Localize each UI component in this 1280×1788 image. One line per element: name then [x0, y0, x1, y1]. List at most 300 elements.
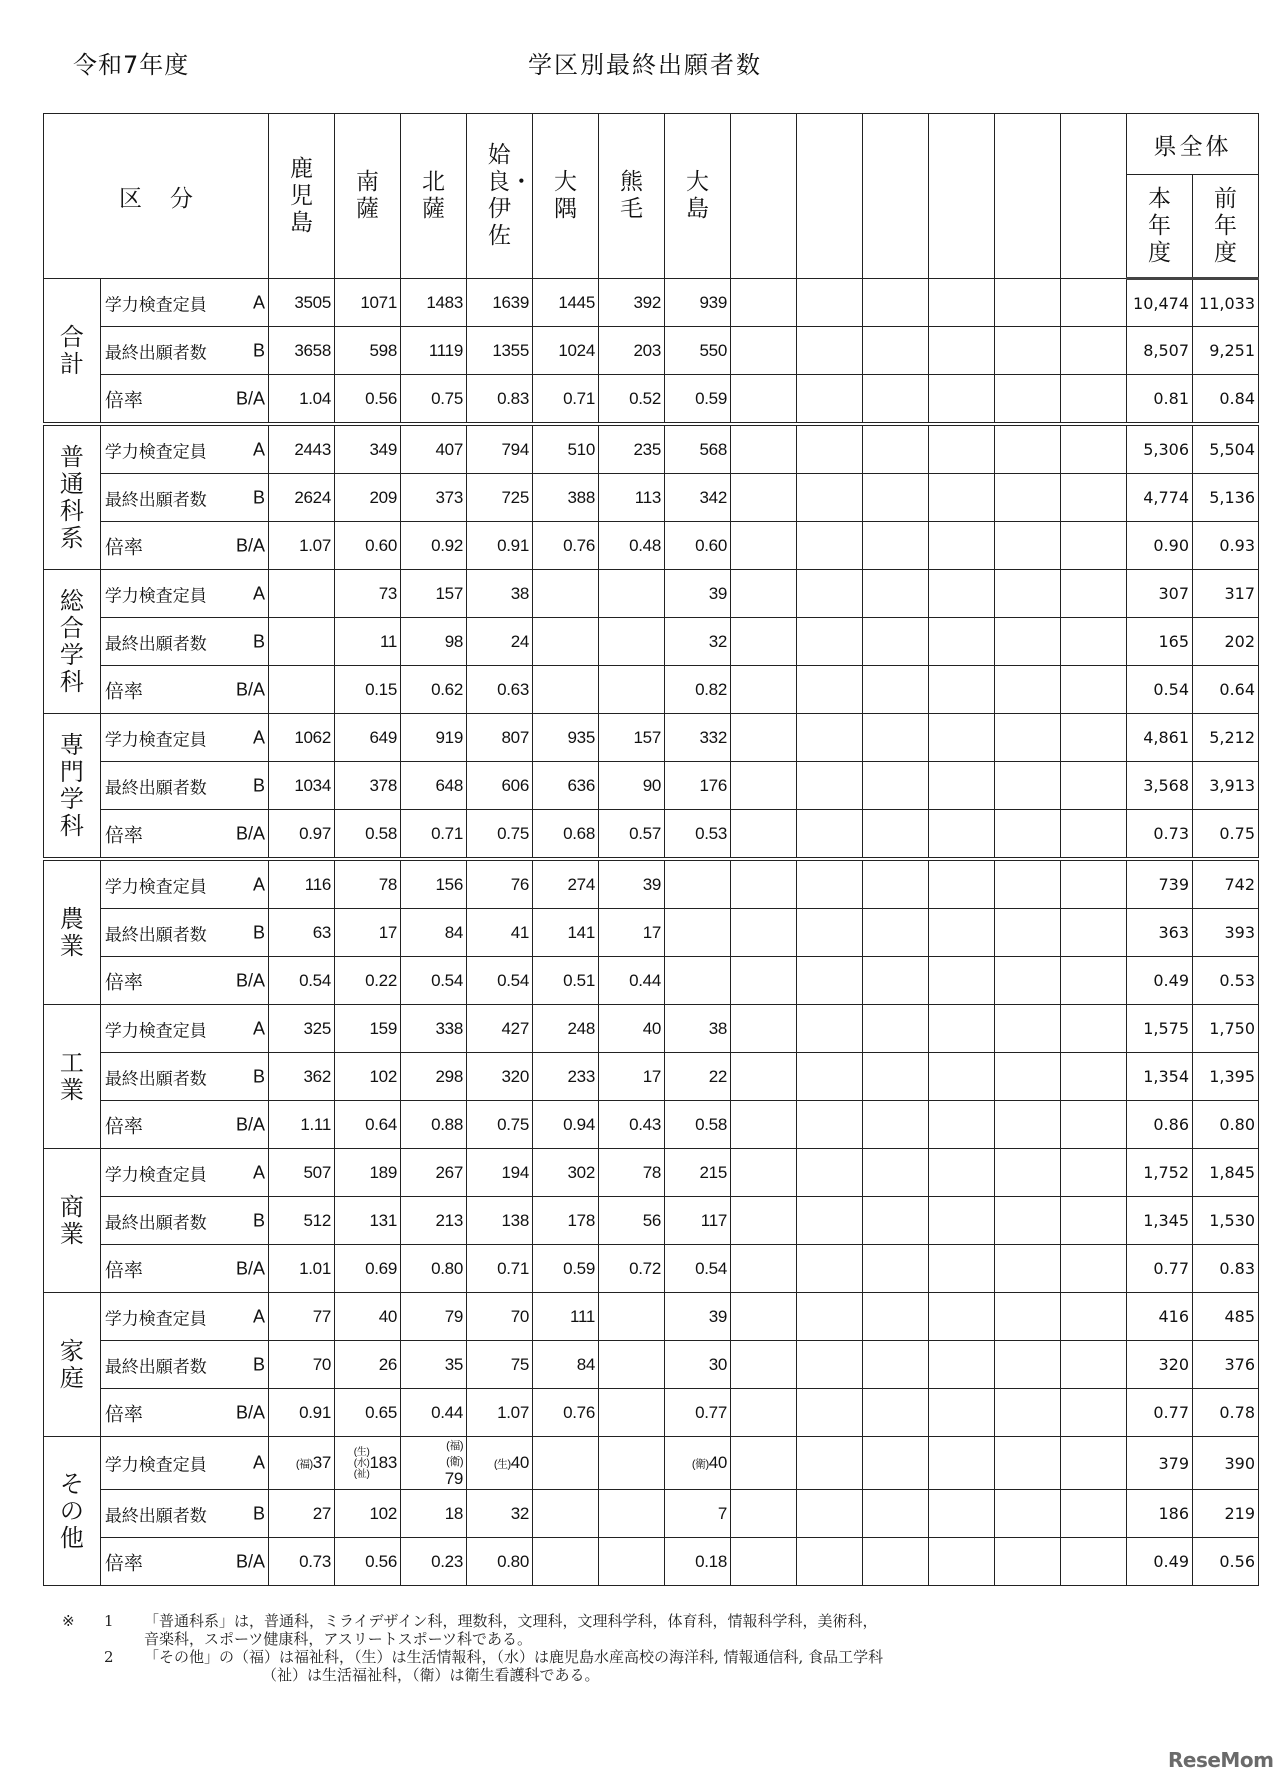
empty-cell	[929, 522, 995, 570]
empty-cell	[797, 1341, 863, 1389]
data-cell: (生)40	[467, 1437, 533, 1490]
empty-cell	[731, 1538, 797, 1586]
data-cell: 79	[401, 1293, 467, 1341]
empty-cell	[929, 1245, 995, 1293]
data-cell: 116	[269, 859, 335, 909]
data-cell	[533, 1490, 599, 1538]
data-cell	[599, 1538, 665, 1586]
empty-cell	[929, 714, 995, 762]
empty-cell	[731, 1293, 797, 1341]
row-label: 学力検査定員 A	[100, 1005, 268, 1053]
footnote-number: 1	[104, 1612, 114, 1630]
empty-cell	[1061, 666, 1127, 714]
empty-cell	[731, 1341, 797, 1389]
empty-cell	[863, 1437, 929, 1490]
data-cell: 0.91	[269, 1389, 335, 1437]
data-cell: 1.07	[269, 522, 335, 570]
data-cell: 427	[467, 1005, 533, 1053]
empty-cell	[731, 666, 797, 714]
empty-cell	[1061, 1005, 1127, 1053]
category-label: 工業	[44, 1005, 101, 1149]
total-prev-cell: 376	[1193, 1341, 1259, 1389]
empty-cell	[1061, 714, 1127, 762]
total-current-cell: 165	[1127, 618, 1193, 666]
data-cell: 0.71	[401, 810, 467, 860]
empty-cell	[995, 279, 1061, 327]
empty-cell	[929, 957, 995, 1005]
footnote-mark: ※	[62, 1612, 75, 1630]
total-current-cell: 0.77	[1127, 1245, 1193, 1293]
empty-cell	[1061, 909, 1127, 957]
footnotes	[62, 1612, 1044, 1684]
data-cell: 349	[335, 424, 401, 474]
empty-cell	[731, 810, 797, 860]
data-cell: 215	[665, 1149, 731, 1197]
data-cell: 1.04	[269, 375, 335, 425]
empty-cell	[797, 1053, 863, 1101]
table-row	[44, 1389, 1259, 1437]
empty-cell	[731, 714, 797, 762]
data-cell: 0.97	[269, 810, 335, 860]
data-cell: 0.75	[467, 1101, 533, 1149]
total-prev-cell: 317	[1193, 570, 1259, 618]
empty-cell	[863, 909, 929, 957]
data-cell: (福)37	[269, 1437, 335, 1490]
data-cell: (生) (水) (祉) 183	[335, 1437, 401, 1490]
data-cell: 213	[401, 1197, 467, 1245]
table-row	[44, 859, 1259, 909]
total-current-cell: 8,507	[1127, 327, 1193, 375]
data-cell: 1483	[401, 279, 467, 327]
data-cell: 807	[467, 714, 533, 762]
data-cell: 0.73	[269, 1538, 335, 1586]
total-prev-cell: 390	[1193, 1437, 1259, 1490]
empty-cell	[797, 424, 863, 474]
row-label: 倍率 B/A	[100, 666, 268, 714]
empty-cell	[929, 762, 995, 810]
total-current-cell: 4,861	[1127, 714, 1193, 762]
empty-cell	[1061, 327, 1127, 375]
row-label: 倍率 B/A	[100, 1245, 268, 1293]
empty-cell	[1061, 618, 1127, 666]
empty-cell	[929, 909, 995, 957]
data-cell: 0.75	[467, 810, 533, 860]
empty-cell	[731, 279, 797, 327]
data-cell: 111	[533, 1293, 599, 1341]
footnote-text: （祉）は生活福祉科，（衛）は衛生看護科である。	[262, 1666, 600, 1684]
data-cell: 70	[467, 1293, 533, 1341]
empty-cell	[929, 1437, 995, 1490]
empty-cell	[995, 618, 1061, 666]
total-current-cell: 5,306	[1127, 424, 1193, 474]
row-label: 最終出願者数 B	[100, 1341, 268, 1389]
data-cell: 138	[467, 1197, 533, 1245]
data-cell: 1024	[533, 327, 599, 375]
data-cell: 332	[665, 714, 731, 762]
row-label: 学力検査定員 A	[100, 859, 268, 909]
empty-cell	[929, 474, 995, 522]
empty-cell	[797, 279, 863, 327]
empty-cell	[995, 1101, 1061, 1149]
data-cell: 178	[533, 1197, 599, 1245]
empty-cell	[995, 1053, 1061, 1101]
empty-cell	[863, 1490, 929, 1538]
data-cell: 77	[269, 1293, 335, 1341]
table-row	[44, 1341, 1259, 1389]
empty-cell	[1061, 957, 1127, 1005]
header-region-osumi: 大隅	[533, 114, 599, 279]
total-current-cell: 0.54	[1127, 666, 1193, 714]
table-row	[44, 424, 1259, 474]
data-cell	[665, 957, 731, 1005]
header-empty	[1061, 114, 1127, 279]
data-cell	[269, 570, 335, 618]
data-cell: 507	[269, 1149, 335, 1197]
category-label: 総合学科	[44, 570, 101, 714]
total-current-cell: 416	[1127, 1293, 1193, 1341]
category-label: 普通科系	[44, 424, 101, 570]
data-cell: 0.82	[665, 666, 731, 714]
empty-cell	[731, 1005, 797, 1053]
data-cell: 550	[665, 327, 731, 375]
table-row	[44, 1293, 1259, 1341]
total-prev-cell: 11,033	[1193, 279, 1259, 327]
empty-cell	[929, 1053, 995, 1101]
total-prev-cell: 0.84	[1193, 375, 1259, 425]
data-cell: 63	[269, 909, 335, 957]
total-current-cell: 10,474	[1127, 279, 1193, 327]
empty-cell	[995, 522, 1061, 570]
data-cell: 0.52	[599, 375, 665, 425]
total-prev-cell: 1,530	[1193, 1197, 1259, 1245]
data-cell: 0.18	[665, 1538, 731, 1586]
header-current-year: 本年度	[1127, 175, 1193, 279]
empty-cell	[929, 279, 995, 327]
empty-cell	[1061, 1490, 1127, 1538]
empty-cell	[1061, 1437, 1127, 1490]
data-cell: 512	[269, 1197, 335, 1245]
empty-cell	[995, 1149, 1061, 1197]
empty-cell	[995, 424, 1061, 474]
table-row	[44, 666, 1259, 714]
table-row	[44, 570, 1259, 618]
row-label: 学力検査定員 A	[100, 1437, 268, 1490]
data-cell: 0.58	[665, 1101, 731, 1149]
total-prev-cell: 742	[1193, 859, 1259, 909]
row-label: 学力検査定員 A	[100, 1293, 268, 1341]
empty-cell	[731, 327, 797, 375]
empty-cell	[929, 424, 995, 474]
empty-cell	[863, 1293, 929, 1341]
empty-cell	[995, 1245, 1061, 1293]
table-row	[44, 957, 1259, 1005]
total-current-cell: 4,774	[1127, 474, 1193, 522]
table-row	[44, 1053, 1259, 1101]
data-cell: 0.54	[467, 957, 533, 1005]
data-cell: 267	[401, 1149, 467, 1197]
table-row	[44, 1538, 1259, 1586]
data-cell: 0.53	[665, 810, 731, 860]
empty-cell	[797, 618, 863, 666]
data-cell	[665, 859, 731, 909]
data-cell: 0.71	[533, 375, 599, 425]
data-cell: 2624	[269, 474, 335, 522]
empty-cell	[995, 1005, 1061, 1053]
empty-cell	[1061, 1149, 1127, 1197]
total-prev-cell: 1,845	[1193, 1149, 1259, 1197]
data-cell: 131	[335, 1197, 401, 1245]
table-row	[44, 762, 1259, 810]
data-cell	[599, 570, 665, 618]
empty-cell	[797, 1389, 863, 1437]
row-label: 倍率 B/A	[100, 1538, 268, 1586]
total-prev-cell: 5,212	[1193, 714, 1259, 762]
total-prev-cell: 5,504	[1193, 424, 1259, 474]
empty-cell	[995, 1341, 1061, 1389]
header-empty	[863, 114, 929, 279]
data-cell: 373	[401, 474, 467, 522]
total-current-cell: 186	[1127, 1490, 1193, 1538]
empty-cell	[929, 1005, 995, 1053]
data-cell: 0.63	[467, 666, 533, 714]
header-kubun: 区分	[44, 114, 269, 279]
empty-cell	[797, 1005, 863, 1053]
empty-cell	[731, 1053, 797, 1101]
data-cell: 194	[467, 1149, 533, 1197]
data-cell: 0.54	[401, 957, 467, 1005]
data-cell: 302	[533, 1149, 599, 1197]
row-label: 学力検査定員 A	[100, 279, 268, 327]
total-current-cell: 307	[1127, 570, 1193, 618]
row-label: 倍率 B/A	[100, 810, 268, 860]
data-cell: 0.76	[533, 522, 599, 570]
total-current-cell: 0.73	[1127, 810, 1193, 860]
resemom-logo: ReseMom	[1168, 1748, 1274, 1772]
data-cell: 38	[467, 570, 533, 618]
category-label: 家庭	[44, 1293, 101, 1437]
empty-cell	[797, 1293, 863, 1341]
applicants-table	[43, 113, 1259, 1586]
empty-cell	[995, 714, 1061, 762]
data-cell: 233	[533, 1053, 599, 1101]
footnote-text: 「普通科系」は，普通科，ミライデザイン科，理数科，文理科，文理科学科，体育科，情報科学科，美術科，	[144, 1612, 878, 1630]
data-cell: 102	[335, 1490, 401, 1538]
data-cell: 141	[533, 909, 599, 957]
data-cell: 0.69	[335, 1245, 401, 1293]
header-region-oshima: 大島	[665, 114, 731, 279]
empty-cell	[863, 570, 929, 618]
data-cell: 1062	[269, 714, 335, 762]
empty-cell	[797, 375, 863, 425]
empty-cell	[1061, 1538, 1127, 1586]
total-prev-cell: 3,913	[1193, 762, 1259, 810]
category-label: 合計	[44, 279, 101, 425]
data-cell	[599, 1341, 665, 1389]
empty-cell	[1061, 1053, 1127, 1101]
data-cell: 98	[401, 618, 467, 666]
total-prev-cell: 5,136	[1193, 474, 1259, 522]
data-cell: 0.44	[401, 1389, 467, 1437]
data-cell: 636	[533, 762, 599, 810]
data-cell: (福) (衛) 79	[401, 1437, 467, 1490]
data-cell: 0.80	[401, 1245, 467, 1293]
data-cell: 24	[467, 618, 533, 666]
data-cell: 41	[467, 909, 533, 957]
data-cell: 0.60	[335, 522, 401, 570]
empty-cell	[995, 1490, 1061, 1538]
data-cell: 32	[665, 618, 731, 666]
data-cell: 1.11	[269, 1101, 335, 1149]
data-cell: 22	[665, 1053, 731, 1101]
data-cell: 76	[467, 859, 533, 909]
empty-cell	[863, 1341, 929, 1389]
data-cell: 0.44	[599, 957, 665, 1005]
row-label: 学力検査定員 A	[100, 424, 268, 474]
empty-cell	[929, 1149, 995, 1197]
data-cell	[665, 909, 731, 957]
data-cell	[599, 1490, 665, 1538]
data-cell: 17	[599, 909, 665, 957]
total-prev-cell: 0.78	[1193, 1389, 1259, 1437]
data-cell: 1639	[467, 279, 533, 327]
empty-cell	[863, 762, 929, 810]
row-label: 最終出願者数 B	[100, 762, 268, 810]
data-cell: 156	[401, 859, 467, 909]
total-current-cell: 363	[1127, 909, 1193, 957]
total-prev-cell: 485	[1193, 1293, 1259, 1341]
data-cell: 70	[269, 1341, 335, 1389]
empty-cell	[797, 474, 863, 522]
data-cell: 325	[269, 1005, 335, 1053]
empty-cell	[1061, 1341, 1127, 1389]
data-cell: 235	[599, 424, 665, 474]
data-cell: 0.56	[335, 1538, 401, 1586]
data-cell: 102	[335, 1053, 401, 1101]
empty-cell	[797, 1538, 863, 1586]
data-cell: 0.65	[335, 1389, 401, 1437]
empty-cell	[1061, 762, 1127, 810]
data-cell: 0.54	[269, 957, 335, 1005]
data-cell: 0.68	[533, 810, 599, 860]
data-cell: (衛)40	[665, 1437, 731, 1490]
footnote-text: 「その他」の（福）は福祉科，（生）は生活情報科，（水）は鹿児島水産高校の海洋科, 情報通信科, 食品工学科	[144, 1648, 884, 1666]
empty-cell	[863, 1389, 929, 1437]
data-cell: 794	[467, 424, 533, 474]
data-cell: 117	[665, 1197, 731, 1245]
header-region-hokusatsu: 北薩	[401, 114, 467, 279]
row-label: 倍率 B/A	[100, 375, 268, 425]
data-cell: 378	[335, 762, 401, 810]
row-label: 最終出願者数 B	[100, 474, 268, 522]
data-cell: 1034	[269, 762, 335, 810]
empty-cell	[797, 714, 863, 762]
empty-cell	[1061, 810, 1127, 860]
data-cell: 73	[335, 570, 401, 618]
data-cell: 0.57	[599, 810, 665, 860]
empty-cell	[1061, 474, 1127, 522]
data-cell	[269, 618, 335, 666]
total-current-cell: 0.77	[1127, 1389, 1193, 1437]
total-current-cell: 0.90	[1127, 522, 1193, 570]
empty-cell	[797, 810, 863, 860]
data-cell: 362	[269, 1053, 335, 1101]
data-cell: 606	[467, 762, 533, 810]
data-cell: 159	[335, 1005, 401, 1053]
data-cell: 56	[599, 1197, 665, 1245]
table-row	[44, 714, 1259, 762]
row-label: 倍率 B/A	[100, 957, 268, 1005]
total-prev-cell: 219	[1193, 1490, 1259, 1538]
empty-cell	[797, 1197, 863, 1245]
data-cell: 78	[335, 859, 401, 909]
empty-cell	[1061, 1245, 1127, 1293]
empty-cell	[995, 1538, 1061, 1586]
empty-cell	[797, 1437, 863, 1490]
empty-cell	[929, 666, 995, 714]
data-cell: 0.76	[533, 1389, 599, 1437]
table-row	[44, 618, 1259, 666]
data-cell: 0.72	[599, 1245, 665, 1293]
empty-cell	[995, 375, 1061, 425]
data-cell: 84	[533, 1341, 599, 1389]
header-region-kagoshima: 鹿児島	[269, 114, 335, 279]
total-current-cell: 3,568	[1127, 762, 1193, 810]
data-cell: 0.56	[335, 375, 401, 425]
empty-cell	[929, 1101, 995, 1149]
empty-cell	[731, 1437, 797, 1490]
empty-cell	[929, 859, 995, 909]
data-cell: 0.91	[467, 522, 533, 570]
data-cell: 338	[401, 1005, 467, 1053]
empty-cell	[995, 570, 1061, 618]
data-cell: 0.59	[665, 375, 731, 425]
empty-cell	[731, 474, 797, 522]
data-cell: 0.15	[335, 666, 401, 714]
total-prev-cell: 1,750	[1193, 1005, 1259, 1053]
data-cell: 209	[335, 474, 401, 522]
header-region-nansatsu: 南薩	[335, 114, 401, 279]
data-cell: 35	[401, 1341, 467, 1389]
data-cell: 0.48	[599, 522, 665, 570]
empty-cell	[995, 859, 1061, 909]
category-label: 専門学科	[44, 714, 101, 860]
empty-cell	[929, 1389, 995, 1437]
data-cell: 40	[335, 1293, 401, 1341]
empty-cell	[929, 1197, 995, 1245]
empty-cell	[863, 424, 929, 474]
empty-cell	[1061, 424, 1127, 474]
total-current-cell: 1,354	[1127, 1053, 1193, 1101]
total-current-cell: 1,345	[1127, 1197, 1193, 1245]
header-pref-total: 県全体	[1127, 114, 1259, 175]
empty-cell	[731, 859, 797, 909]
data-cell: 75	[467, 1341, 533, 1389]
total-prev-cell: 0.93	[1193, 522, 1259, 570]
data-cell	[599, 666, 665, 714]
header-empty	[995, 114, 1061, 279]
data-cell: 0.77	[665, 1389, 731, 1437]
empty-cell	[797, 909, 863, 957]
empty-cell	[929, 1538, 995, 1586]
table-row	[44, 1197, 1259, 1245]
data-cell: 39	[599, 859, 665, 909]
empty-cell	[731, 1149, 797, 1197]
data-cell: 26	[335, 1341, 401, 1389]
data-cell: 1355	[467, 327, 533, 375]
empty-cell	[863, 810, 929, 860]
empty-cell	[731, 375, 797, 425]
data-cell: 510	[533, 424, 599, 474]
